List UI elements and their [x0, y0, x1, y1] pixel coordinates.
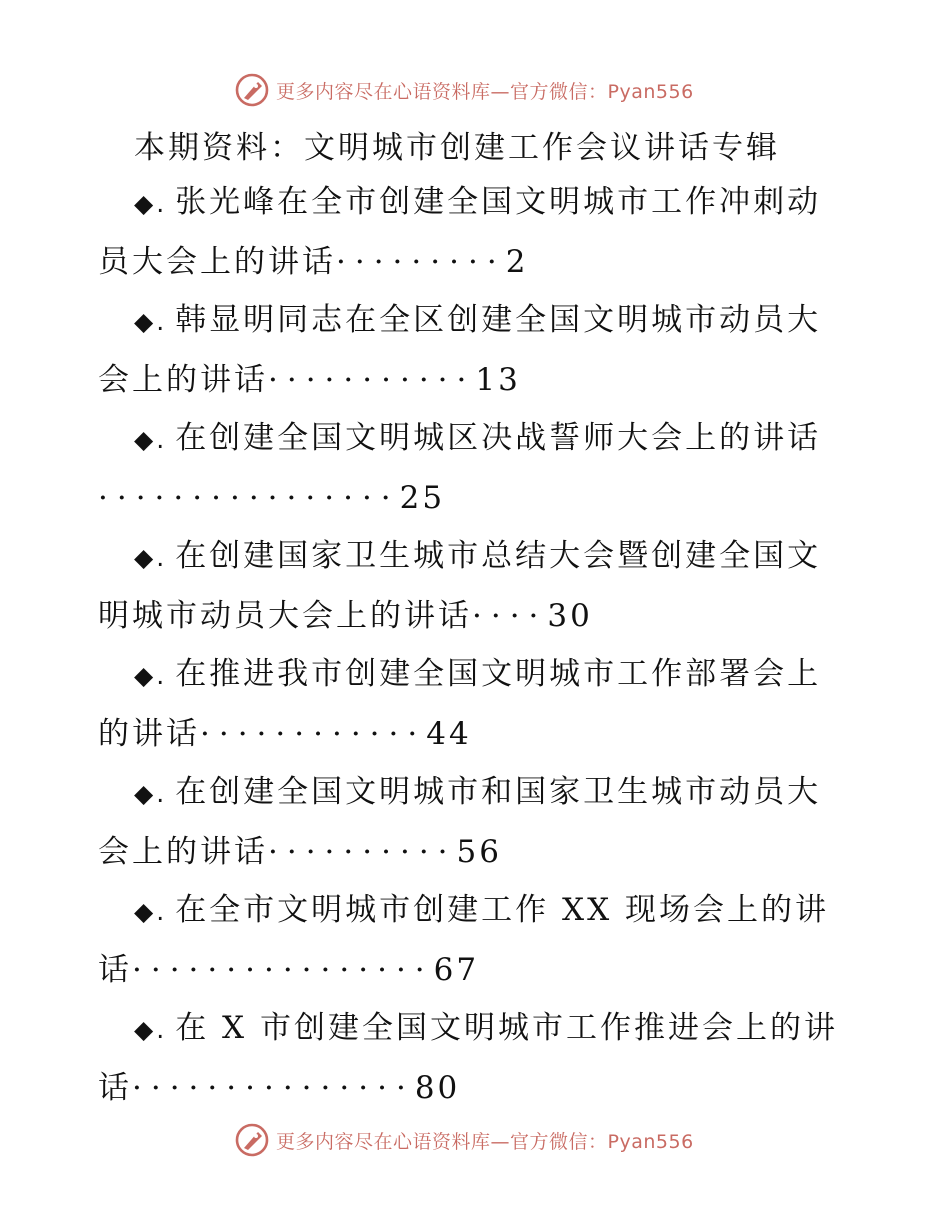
toc-item-title-cont: 的讲话 — [98, 716, 200, 752]
toc-item-title: 在全市文明城市创建工作 XX 现场会上的讲 — [175, 892, 830, 928]
footer-banner — [234, 1120, 694, 1160]
pen-nib-circle-icon — [234, 1122, 270, 1158]
toc-item — [98, 173, 858, 291]
toc-item — [98, 409, 858, 527]
toc-item — [98, 999, 858, 1117]
toc-item — [98, 527, 858, 645]
toc-leader-dots: ············ — [200, 716, 427, 752]
toc-leader-dots: ···· — [472, 598, 548, 634]
toc-item — [98, 645, 858, 763]
toc-item-title: 张光峰在全市创建全国文明城市工作冲刺动 — [175, 184, 822, 220]
toc-item — [98, 881, 858, 999]
toc-item-title-cont: 会上的讲话 — [98, 834, 268, 870]
toc-leader-dots: ········· — [336, 244, 506, 280]
diamond-bullet-icon: ◆. — [134, 1015, 168, 1044]
toc-item-title: 在 X 市创建全国文明城市工作推进会上的讲 — [175, 1010, 838, 1046]
toc-item-title-cont: 话 — [98, 1070, 132, 1106]
diamond-bullet-icon: ◆. — [134, 897, 168, 926]
diamond-bullet-icon: ◆. — [134, 425, 168, 454]
toc-item-title-cont: 话 — [98, 952, 132, 988]
pen-nib-circle-icon — [234, 72, 270, 108]
toc-page-number: 44 — [426, 716, 472, 752]
toc-leader-dots: ················ — [98, 480, 400, 516]
header-banner — [234, 70, 694, 110]
diamond-bullet-icon: ◆. — [134, 189, 168, 218]
toc-item — [98, 291, 858, 409]
document-body — [98, 124, 858, 1117]
toc-leader-dots: ················ — [132, 952, 434, 988]
toc-leader-dots: ··············· — [132, 1070, 415, 1106]
diamond-bullet-icon: ◆. — [134, 779, 168, 808]
diamond-bullet-icon: ◆. — [134, 307, 168, 336]
toc-page-number: 13 — [475, 362, 521, 398]
document-title: 本期资料：文明城市创建工作会议讲话专辑 — [134, 130, 780, 166]
toc-page-number: 56 — [456, 834, 502, 870]
toc-leader-dots: ··········· — [268, 362, 476, 398]
toc-item — [98, 763, 858, 881]
banner-text: 更多内容尽在心语资料库—官方微信：Pyan556 — [276, 80, 694, 103]
toc-page-number: 2 — [505, 244, 529, 280]
banner-text: 更多内容尽在心语资料库—官方微信：Pyan556 — [276, 1130, 694, 1153]
toc-page-number: 67 — [433, 952, 480, 988]
toc-item-title: 在创建国家卫生城市总结大会暨创建全国文 — [175, 538, 822, 574]
toc-item-title: 在创建全国文明城区决战誓师大会上的讲话 — [175, 420, 822, 456]
toc-item-title: 在创建全国文明城市和国家卫生城市动员大 — [175, 774, 822, 810]
toc-item-title: 韩显明同志在全区创建全国文明城市动员大 — [175, 302, 822, 338]
diamond-bullet-icon: ◆. — [134, 543, 168, 572]
toc-page-number: 80 — [414, 1070, 461, 1106]
toc-item-title-cont: 会上的讲话 — [98, 362, 268, 398]
diamond-bullet-icon: ◆. — [134, 661, 168, 690]
toc-item-title: 在推进我市创建全国文明城市工作部署会上 — [175, 656, 822, 692]
toc-item-title-cont: 明城市动员大会上的讲话 — [98, 598, 472, 634]
toc-page-number: 25 — [399, 480, 446, 516]
toc-leader-dots: ·········· — [268, 834, 457, 870]
toc-item-title-cont: 员大会上的讲话 — [98, 244, 336, 280]
toc-page-number: 30 — [547, 598, 593, 634]
